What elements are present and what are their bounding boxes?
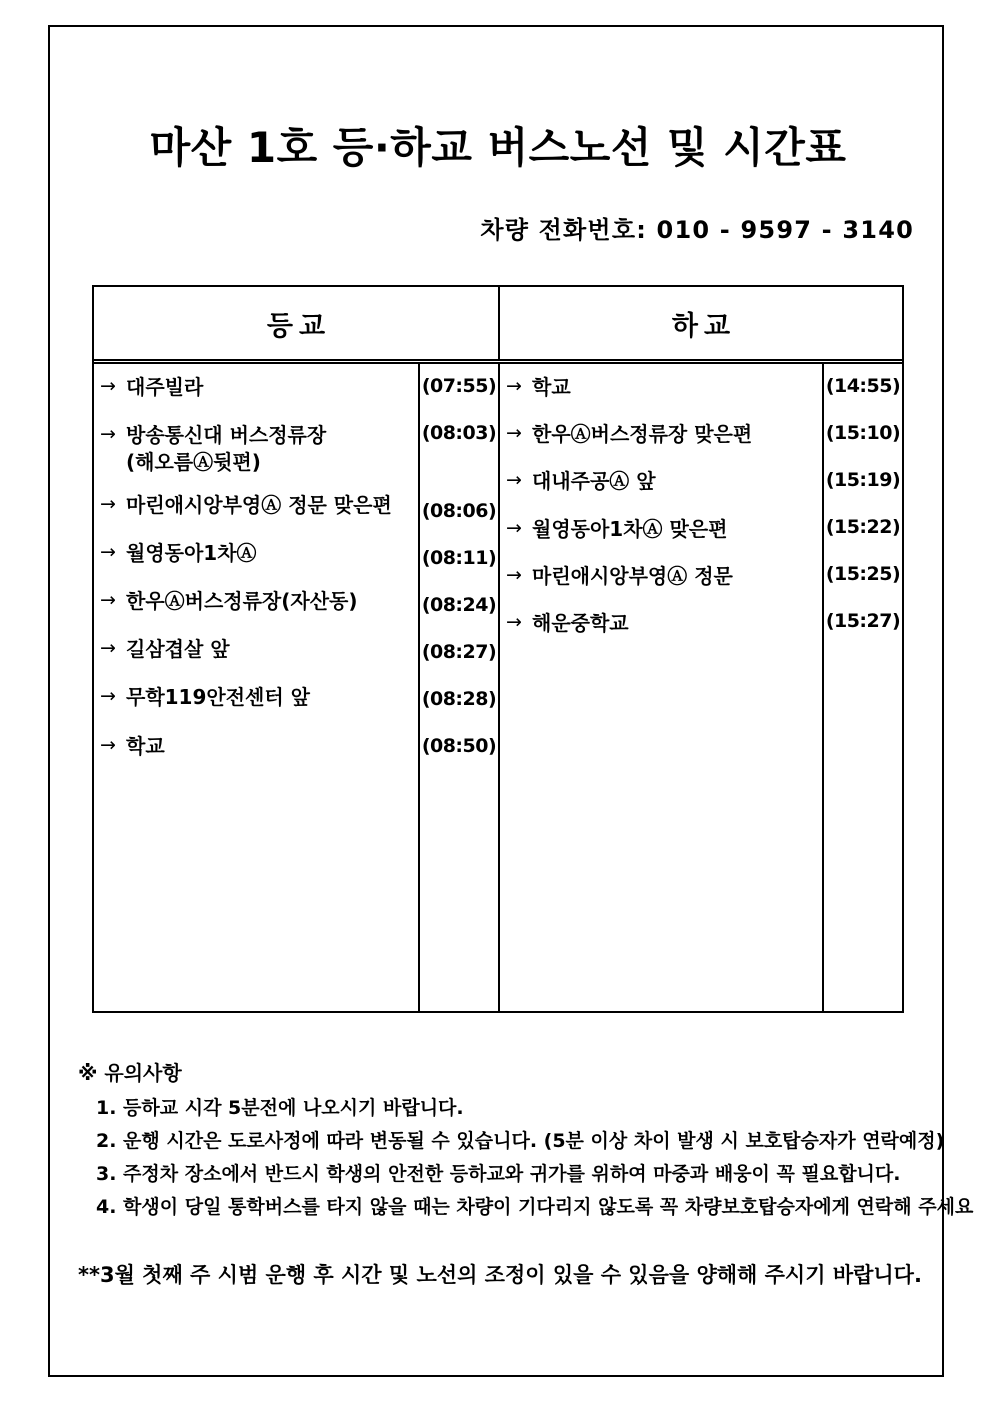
stop-name: 마린애시앙부영Ⓐ 정문	[532, 563, 733, 588]
stop-name: 길삼겹살 앞	[126, 637, 230, 662]
footnote-text: **3월 첫째 주 시범 운행 후 시간 및 노선의 조정이 있을 수 있음을 양해해 주시기 바랍니다.	[78, 1263, 922, 1287]
stop-name: 무학119안전센터 앞	[126, 685, 310, 710]
stop-time: (15:19)	[825, 469, 901, 491]
arrow-right-icon: →	[506, 469, 522, 492]
stop-name-wrap	[532, 517, 727, 542]
arrival-stop-list	[500, 364, 822, 1011]
stop-name: 한우Ⓐ버스정류장(자산동)	[126, 588, 358, 613]
arrow-right-icon: →	[100, 423, 116, 446]
arrow-right-icon: →	[506, 610, 522, 633]
arrow-right-icon: →	[100, 375, 116, 397]
stop-name: 대주빌라	[126, 375, 204, 399]
departure-time-list	[418, 364, 498, 1011]
stop-time: (08:03)	[421, 422, 497, 444]
arrow-right-icon: →	[100, 685, 116, 708]
stop-name: 대내주공Ⓐ 앞	[532, 469, 656, 494]
notes-section	[78, 1057, 974, 1231]
stop-name: 방송통신대 버스정류장	[126, 423, 327, 448]
note-item: 4. 학생이 당일 통학버스를 타지 않을 때는 차량이 기다리지 않도록 꼭 차량보호탑승자에게 연락해 주세요	[96, 1196, 974, 1218]
arrow-right-icon: →	[100, 540, 116, 563]
arrow-right-icon: →	[100, 637, 116, 660]
table-row	[100, 685, 418, 710]
arrival-column	[498, 364, 902, 1011]
arrival-time-list	[822, 364, 902, 1011]
stop-name-wrap	[126, 375, 203, 400]
stop-name-wrap	[532, 422, 752, 447]
note-item: 3. 주정차 장소에서 반드시 학생의 안전한 등하교와 귀가를 위하여 마중과 배웅이 꼭 필요합니다.	[96, 1163, 901, 1185]
notes-item-list	[78, 1097, 974, 1218]
stop-time: (08:11)	[421, 547, 497, 569]
stop-time: (08:28)	[421, 688, 497, 710]
stop-name: 월영동아1차Ⓐ 맞은편	[532, 516, 728, 541]
stop-name-wrap	[532, 611, 629, 636]
stop-name: 마린애시앙부영Ⓐ 정문 맞은편	[126, 492, 392, 517]
stop-time: (14:55)	[825, 375, 901, 397]
column-header-arrival: 하교	[498, 287, 902, 359]
arrow-right-icon: →	[506, 516, 522, 539]
table-row	[506, 517, 822, 542]
stop-time: (15:22)	[825, 516, 901, 538]
stop-name-wrap	[126, 685, 310, 710]
stop-name-wrap	[532, 469, 656, 494]
table-row	[506, 469, 822, 494]
note-item: 1. 등하교 시각 5분전에 나오시기 바랍니다.	[96, 1097, 464, 1119]
arrow-right-icon: →	[100, 492, 116, 515]
stop-name-sub: (해오름Ⓐ뒷편)	[126, 450, 261, 475]
arrow-right-icon: →	[506, 375, 522, 397]
stop-name: 학교	[126, 733, 165, 758]
bus-schedule-table	[92, 285, 904, 1013]
page-title: 마산 1호 등·하교 버스노선 및 시간표	[149, 123, 847, 172]
table-body	[94, 364, 902, 1011]
stop-name-wrap	[126, 734, 165, 759]
table-row	[100, 423, 418, 475]
stop-name-wrap	[532, 564, 733, 589]
arrow-right-icon: →	[100, 588, 116, 611]
arrow-right-icon: →	[100, 733, 116, 756]
notes-heading: ※ 유의사항	[78, 1061, 182, 1085]
table-row	[100, 637, 418, 662]
stop-time: (15:25)	[825, 563, 901, 585]
stop-name-wrap	[532, 375, 571, 400]
stop-time: (15:10)	[825, 422, 901, 444]
stop-time: (08:50)	[421, 735, 497, 757]
stop-time: (07:55)	[421, 375, 497, 397]
column-header-departure: 등교	[266, 310, 332, 342]
departure-stop-list	[94, 364, 418, 1011]
table-row	[100, 493, 418, 518]
stop-time: (15:27)	[825, 610, 901, 632]
document-page	[48, 25, 974, 1377]
table-row	[506, 611, 822, 636]
stop-name-wrap	[126, 493, 392, 518]
stop-name: 학교	[532, 375, 571, 399]
table-row	[506, 375, 822, 400]
table-row	[100, 734, 418, 759]
table-row	[100, 541, 418, 566]
note-item: 2. 운행 시간은 도로사정에 따라 변동될 수 있습니다. (5분 이상 차이 발생 시 보호탑승자가 연락예정)	[96, 1130, 945, 1152]
stop-name: 해운중학교	[532, 610, 629, 635]
table-row	[506, 564, 822, 589]
table-row	[506, 422, 822, 447]
stop-name-wrap	[126, 637, 230, 662]
departure-column	[94, 364, 498, 1011]
stop-name-wrap	[126, 541, 257, 566]
stop-name-wrap	[126, 423, 326, 475]
table-row	[100, 375, 418, 400]
stop-time: (08:27)	[421, 641, 497, 663]
vehicle-phone-number: 차량 전화번호: 010 - 9597 - 3140	[480, 216, 914, 244]
arrow-right-icon: →	[506, 563, 522, 586]
stop-name-wrap	[126, 589, 357, 614]
table-header-row	[94, 287, 902, 359]
table-row	[100, 589, 418, 614]
stop-time: (08:24)	[421, 594, 497, 616]
stop-name: 월영동아1차Ⓐ	[126, 540, 257, 565]
arrow-right-icon: →	[506, 422, 522, 445]
stop-name: 한우Ⓐ버스정류장 맞은편	[532, 422, 753, 447]
stop-time: (08:06)	[421, 500, 497, 522]
